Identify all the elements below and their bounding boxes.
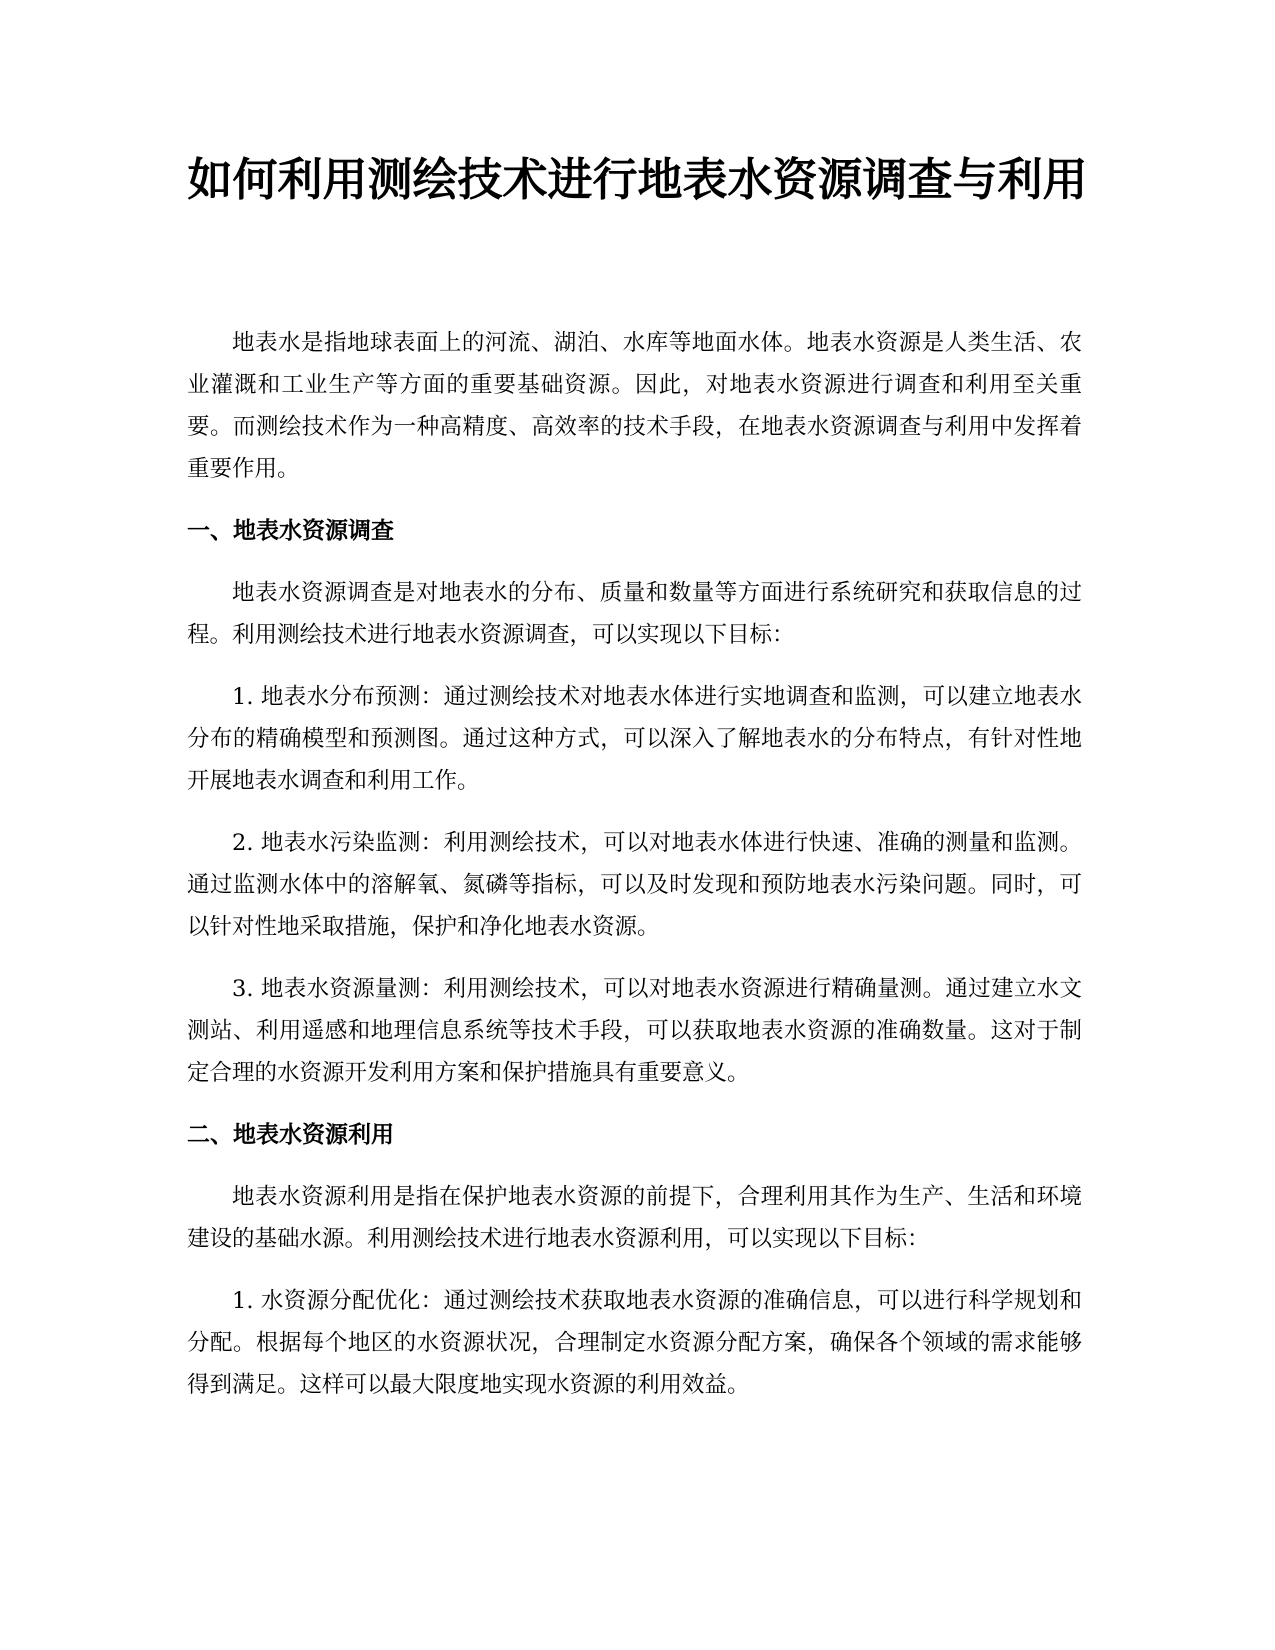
list-item: 3. 地表水资源量测：利用测绘技术，可以对地表水资源进行精确量测。通过建立水文测站、利用遥感和地理信息系统等技术手段，可以获取地表水资源的准确数量。这对于制定合理的水资源开发利用方案和保护措施具有重要意义。 [187,976,1082,1086]
section-heading-survey: 一、地表水资源调查 [187,518,394,544]
intro-paragraph: 地表水是指地球表面上的河流、湖泊、水库等地面水体。地表水资源是人类生活、农业灌溉和工业生产等方面的重要基础资源。因此，对地表水资源进行调查和利用至关重要。而测绘技术作为一种高精度、高效率的技术手段，在地表水资源调查与利用中发挥着重要作用。 [187,330,1082,482]
section-heading-utilization: 二、地表水资源利用 [187,1122,394,1148]
list-item: 1. 地表水分布预测：通过测绘技术对地表水体进行实地调查和监测，可以建立地表水分布的精确模型和预测图。通过这种方式，可以深入了解地表水的分布特点，有针对性地开展地表水调查和利用工作。 [187,684,1082,794]
list-item: 2. 地表水污染监测：利用测绘技术，可以对地表水体进行快速、准确的测量和监测。通过监测水体中的溶解氧、氮磷等指标，可以及时发现和预防地表水污染问题。同时，可以针对性地采取措施，保护和净化地表水资源。 [187,830,1082,940]
document-body [187,322,1082,1426]
section-utilization-intro: 地表水资源利用是指在保护地表水资源的前提下，合理利用其作为生产、生活和环境建设的基础水源。利用测绘技术进行地表水资源利用，可以实现以下目标： [187,1184,1082,1252]
section-survey-intro: 地表水资源调查是对地表水的分布、质量和数量等方面进行系统研究和获取信息的过程。利用测绘技术进行地表水资源调查，可以实现以下目标： [187,580,1082,648]
document-title: 如何利用测绘技术进行地表水资源调查与利用 [187,153,1088,206]
list-item: 1. 水资源分配优化：通过测绘技术获取地表水资源的准确信息，可以进行科学规划和分配。根据每个地区的水资源状况，合理制定水资源分配方案，确保各个领域的需求能够得到满足。这样可以最大限度地实现水资源的利用效益。 [187,1288,1082,1398]
